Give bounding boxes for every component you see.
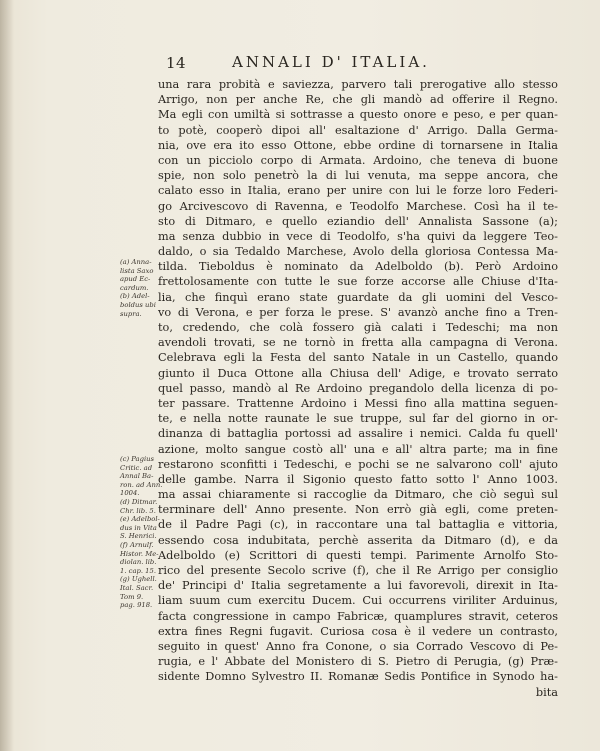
text-line: delle gambe. Narra il Sigonio questo fatto sotto l' Anno 1003. <box>158 472 558 486</box>
text-line: avendoli trovati, se ne tornò in fretta alla campagna di Verona. <box>158 336 558 350</box>
margin-note-line: dus in Vita <box>120 523 157 532</box>
text-line: dinanza di battaglia portossi ad assalire i nemici. Calda fu quell' <box>158 427 558 441</box>
text-line: liam suum cum exercitu Ducem. Cui occurrens viriliter Arduinus, <box>158 594 558 608</box>
text-line: Arrigo, non per anche Re, che gli mandò ad offerire il Regno. <box>158 93 558 107</box>
text-line: quel passo, mandò al Re Ardoino pregandolo della licenza di po- <box>158 381 558 395</box>
text-line: to, credendo, che colà fossero già calati i Tedeschi; ma non <box>158 321 558 334</box>
margin-note-line: Ital. Sacr. <box>120 583 154 592</box>
text-line: go Arcivescovo di Ravenna, e Teodolfo Marchese. Così ha il te- <box>158 199 558 213</box>
margin-note-line: pag. 918. <box>120 601 153 610</box>
text-line: bita <box>535 685 558 699</box>
margin-note-line: cardum. <box>120 283 149 292</box>
text-line: frettolosamente con tutte le sue forze accorse alle Chiuse d'Ita- <box>158 275 558 289</box>
margin-note-line: Critic. ad <box>120 463 153 472</box>
margin-note-line: (b) Adel- <box>120 292 150 301</box>
page-number: 14 <box>166 54 187 72</box>
margin-note-line: (f) Arnulf. <box>120 540 154 549</box>
running-title: ANNALI D' ITALIA. <box>232 53 430 71</box>
text-line: nia, ove era ito esso Ottone, ebbe ordine di tornarsene in Italia <box>158 138 558 152</box>
margin-note-line: S. Henrici. <box>120 532 157 541</box>
text-line: tilda. Tieboldus è nominato da Adelboldo (b). Però Ardoino <box>158 260 558 274</box>
text-line: te, e nella notte raunate le sue truppe, sul far del giorno in or- <box>158 412 558 426</box>
text-line: Celebrava egli la Festa del santo Natale in un Castello, quando <box>158 351 558 365</box>
text-line: con un picciolo corpo di Armata. Ardoino, che teneva di buone <box>158 153 558 167</box>
text-line: sto di Ditmaro, e quello eziandio dell' Annalista Sassone (a); <box>158 214 558 228</box>
page-header <box>0 50 600 74</box>
text-line: ma assai chiaramente si raccoglie da Ditmaro, che ciò seguì sul <box>158 488 558 502</box>
text-line: lia, che finquì erano state guardate da gli uomini del Vesco- <box>158 290 558 304</box>
margin-note-line: 1004. <box>120 489 140 498</box>
text-line: vo di Verona, e per forza le prese. S' avanzò anche fino a Tren- <box>158 305 558 319</box>
margin-note-line: (d) Ditmar. <box>120 497 158 506</box>
margin-note-line: (e) Adelbol- <box>120 515 160 524</box>
margin-note-line: Histor. Me- <box>120 549 159 558</box>
body-text <box>158 77 558 700</box>
text-line: essendo cosa indubitata, perchè asserita da Ditmaro (d), e da <box>158 533 558 547</box>
text-line: ma senza dubbio in vece di Teodolfo, s'ha quivi da leggere Teo- <box>158 229 558 243</box>
margin-note-line: apud Ec- <box>120 275 151 284</box>
text-line: facta congressione in campo Fabricæ, quamplures stravit, ceteros <box>158 609 558 623</box>
text-line: Adelboldo (e) Scrittori di questi tempi. Parimente Arnolfo Sto- <box>158 548 558 562</box>
margin-note-line: 1. cap. 15. <box>120 566 156 575</box>
text-line: giunto il Duca Ottone alla Chiusa dell' Adige, e trovato serrato <box>158 366 558 380</box>
text-line: restarono sconfitti i Tedeschi, e pochi se ne salvarono coll' ajuto <box>158 457 558 471</box>
text-line: azione, molto sangue costò all' una e all' altra parte; ma in fine <box>158 442 558 456</box>
margin-note-line: Tom 9. <box>120 592 144 601</box>
page-fold-shadow <box>0 0 14 751</box>
margin-note-line: supra. <box>120 309 142 318</box>
text-line: rico del presente Secolo scrive (f), che il Re Arrigo per consiglio <box>158 564 558 577</box>
margin-note-line: Annal Ba- <box>120 472 154 481</box>
margin-notes-top <box>120 258 160 318</box>
text-line: spie, non solo penetrò la di lui venuta, ma seppe ancora, che <box>158 169 558 183</box>
text-line: una rara probità e saviezza, parvero tali prerogative allo stesso <box>158 78 558 91</box>
margin-notes-bottom <box>120 455 163 610</box>
text-line: to potè, cooperò dipoi all' esaltazione d' Arrigo. Dalla Germa- <box>158 123 558 137</box>
margin-note-line: diolan. lib. <box>120 558 157 567</box>
text-line: de il Padre Pagi (c), in raccontare una tal battaglia e vittoria, <box>158 518 558 532</box>
margin-note-line: boldus ubi <box>120 300 156 309</box>
margin-note-line: lista Saxo <box>120 266 154 275</box>
margin-note-line: (g) Ughell. <box>120 575 157 584</box>
text-line: terminare dell' Anno presente. Non errò già egli, come preten- <box>158 503 558 517</box>
text-line: seguito in quest' Anno fra Conone, o sia Corrado Vescovo di Pe- <box>158 639 558 653</box>
text-line: rugia, e l' Abbate del Monistero di S. Pietro di Perugia, (g) Præ- <box>158 655 558 669</box>
text-line: daldo, o sia Tedaldo Marchese, Avolo della gloriosa Contessa Ma- <box>158 245 558 259</box>
margin-note-line: Chr. lib. 5. <box>120 506 156 515</box>
text-line: sidente Domno Sylvestro II. Romanæ Sedis Pontifice in Synodo ha- <box>158 670 558 684</box>
text-line: Ma egli con umiltà si sottrasse a questo onore e peso, e per quan- <box>158 108 558 122</box>
margin-note-line: (c) Pagius <box>120 455 154 463</box>
text-line: de' Principi d' Italia segretamente a lui favorevoli, direxit in Ita- <box>158 579 558 593</box>
margin-note-line: ron. ad Ann. <box>120 480 163 489</box>
text-line: ter passare. Trattenne Ardoino i Messi fino alla mattina seguen- <box>158 396 558 410</box>
text-line: extra fines Regni fugavit. Curiosa cosa è il vedere un contrasto, <box>158 624 558 638</box>
margin-note-line: (a) Anna- <box>120 258 152 266</box>
text-line: calato esso in Italia, erano per unire con lui le forze loro Federi- <box>158 184 558 198</box>
